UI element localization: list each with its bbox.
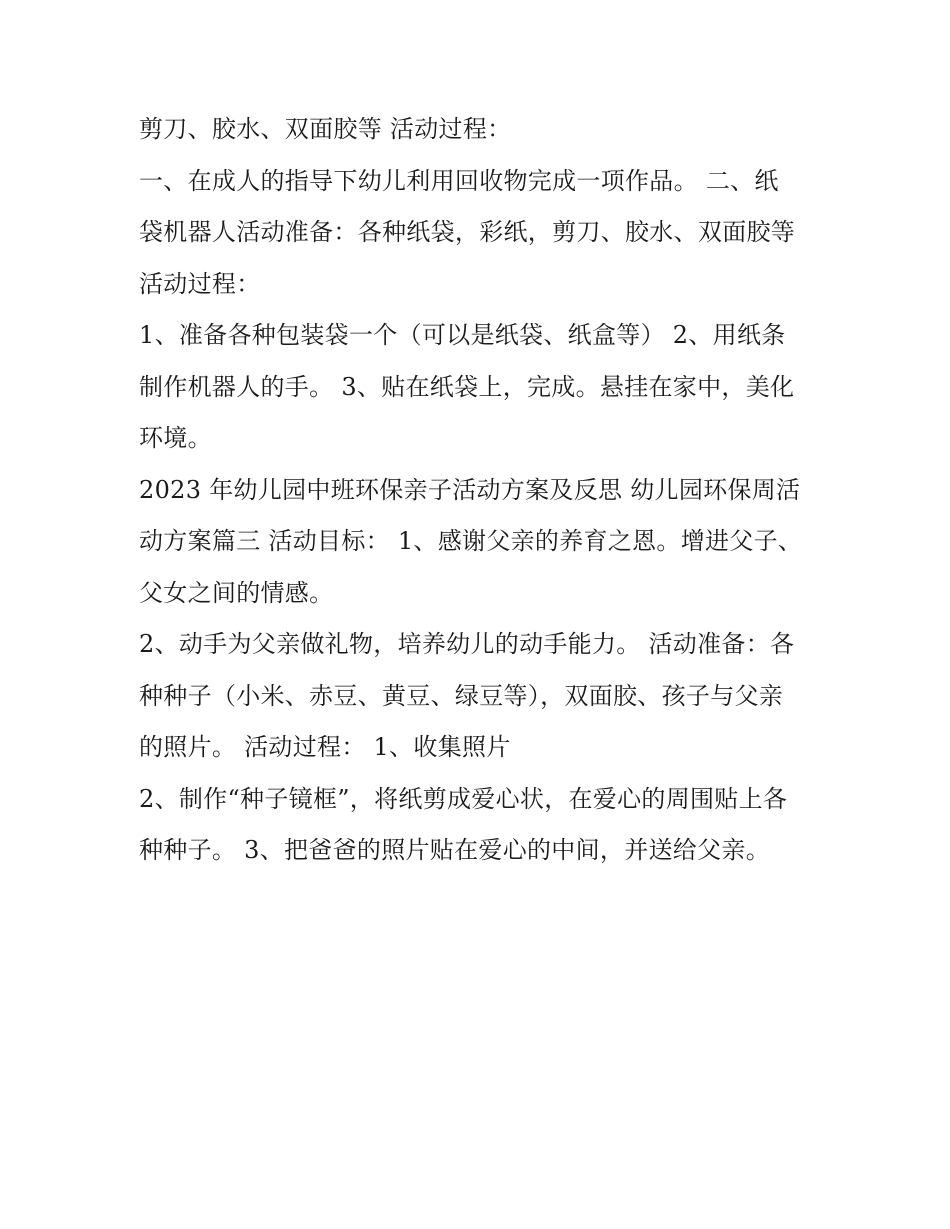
- text-line: 2、制作“种子镜框”，将纸剪成爱心状，在爱心的周围贴上各: [139, 784, 788, 813]
- text-line: 剪刀、胶水、双面胶等 活动过程：: [139, 115, 512, 143]
- text-line: 制作机器人的手。 3、贴在纸袋上，完成。悬挂在家中，美化: [139, 372, 795, 401]
- text-line: 种种子（小米、赤豆、黄豆、绿豆等），双面胶、孩子与父亲: [139, 681, 784, 710]
- text-line: 的照片。 活动过程： 1、收集照片: [139, 733, 511, 761]
- text-line: 2、动手为父亲做礼物，培养幼儿的动手能力。 活动准备：各: [139, 630, 795, 658]
- text-line: 袋机器人活动准备：各种纸袋，彩纸，剪刀、胶水、双面胶等: [139, 218, 796, 246]
- text-line: 种种子。 3、把爸爸的照片贴在爱心的中间，并送给父亲。: [139, 836, 770, 864]
- text-line: 父女之间的情感。: [139, 578, 334, 607]
- text-line: 动方案篇三 活动目标： 1、感谢父亲的养育之恩。增进父子、: [139, 527, 803, 555]
- document-body: [139, 104, 819, 877]
- text-line: 环境。: [139, 424, 212, 452]
- text-line: 2023 年幼儿园中班环保亲子活动方案及反思 幼儿园环保周活: [139, 475, 801, 504]
- text-line: 1、准备各种包装袋一个（可以是纸袋、纸盒等） 2、用纸条: [139, 321, 786, 349]
- text-line: 一、在成人的指导下幼儿利用回收物完成一项作品。 二、纸: [139, 166, 779, 195]
- text-line: 活动过程：: [139, 269, 261, 298]
